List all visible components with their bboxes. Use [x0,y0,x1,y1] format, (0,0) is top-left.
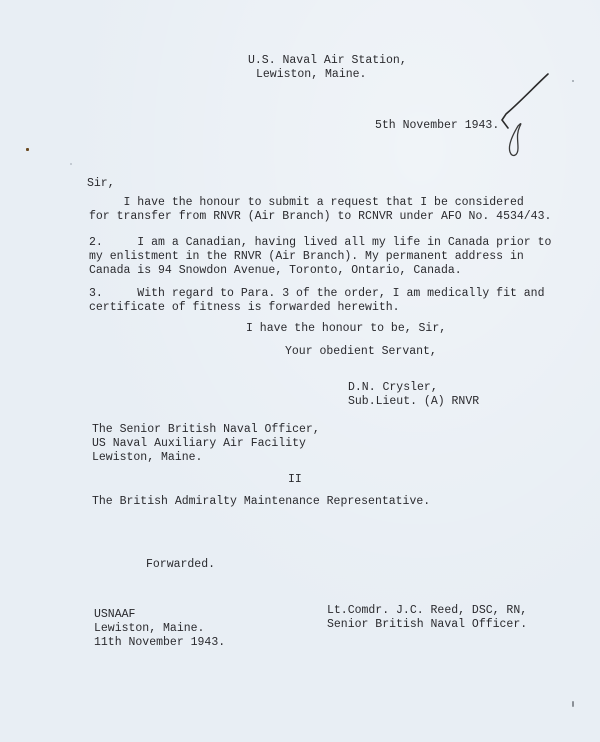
officer-line-2: Senior British Naval Officer. [327,618,528,631]
scan-speck [572,701,574,707]
paragraph-1-line-1: I have the honour to submit a request that I be considered [89,196,524,209]
paragraph-2-line-2: my enlistment in the RNVR (Air Branch). My permanent address in [89,250,524,263]
addressee-line-2: US Naval Auxiliary Air Facility [92,437,306,450]
signatory-name: D.N. Crysler, [348,381,438,394]
paragraph-2-line-1: 2. I am a Canadian, having lived all my life in Canada prior to [89,236,552,249]
salutation: Sir, [87,177,115,190]
addressee-line-1: The Senior British Naval Officer, [92,423,320,436]
heading-line-1: U.S. Naval Air Station, [248,54,407,67]
origin-line-2: Lewiston, Maine. [94,622,205,635]
origin-line-3: 11th November 1943. [94,636,226,649]
origin-line-1: USNAAF [94,608,136,621]
handwritten-mark-icon [490,70,560,160]
endorsement-number: II [288,473,302,486]
scan-speck [572,80,574,82]
paragraph-3-line-1: 3. With regard to Para. 3 of the order, I am medically fit and [89,287,545,300]
heading-line-2: Lewiston, Maine. [256,68,367,81]
addressee-line-3: Lewiston, Maine. [92,451,203,464]
paragraph-1-line-2: for transfer from RNVR (Air Branch) to RCNVR under AFO No. 4534/43. [89,210,552,223]
endorsement-recipient: The British Admiralty Maintenance Representative. [92,495,431,508]
scan-speck [26,148,29,151]
letter-date: 5th November 1943. [375,119,500,132]
endorsement-action: Forwarded. [146,558,216,571]
paragraph-2-line-3: Canada is 94 Snowdon Avenue, Toronto, Ontario, Canada. [89,264,462,277]
closing-line-2: Your obedient Servant, [285,345,437,358]
scan-speck [70,163,72,165]
officer-line-1: Lt.Comdr. J.C. Reed, DSC, RN, [327,604,528,617]
closing-line-1: I have the honour to be, Sir, [246,322,447,335]
signatory-rank: Sub.Lieut. (A) RNVR [348,395,480,408]
paragraph-3-line-2: certificate of fitness is forwarded herewith. [89,301,400,314]
